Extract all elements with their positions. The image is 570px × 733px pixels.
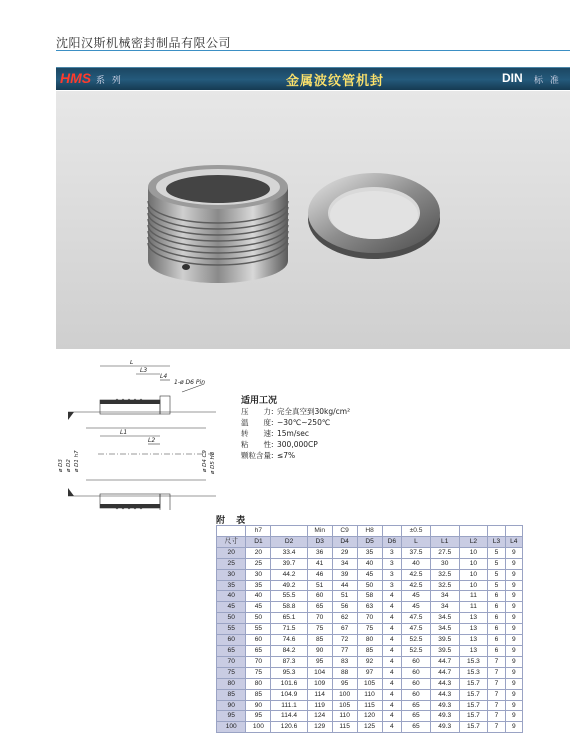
table-cell: D3 xyxy=(307,536,332,547)
title-banner xyxy=(56,67,570,90)
table-cell: 77 xyxy=(332,645,357,656)
table-cell: 95 xyxy=(307,656,332,667)
size-cell: 95 xyxy=(217,711,246,722)
table-row xyxy=(217,558,523,569)
table-cell: 119 xyxy=(307,700,332,711)
table-cell: L1 xyxy=(430,536,459,547)
table-cell: 60 xyxy=(402,678,431,689)
dim-L4: L4 xyxy=(160,373,168,380)
table-cell: 40 xyxy=(357,558,382,569)
table-cell: 85 xyxy=(307,635,332,646)
table-cell: 84.2 xyxy=(271,645,307,656)
table-cell: 104 xyxy=(307,667,332,678)
product-title: 金属波纹管机封 xyxy=(286,74,385,89)
table-cell: C9 xyxy=(332,526,357,537)
table-row xyxy=(217,689,523,700)
table-cell: 36 xyxy=(307,547,332,558)
table-row xyxy=(217,656,523,667)
table-cell: 32.5 xyxy=(430,569,459,580)
table-cell: 55.5 xyxy=(271,591,307,602)
table-cell: 6 xyxy=(488,635,505,646)
header-rule xyxy=(56,50,570,51)
table-cell: 9 xyxy=(505,667,522,678)
table-cell: 7 xyxy=(488,711,505,722)
table-cell: 44.3 xyxy=(430,689,459,700)
table-cell: 95 xyxy=(246,711,271,722)
size-cell: 50 xyxy=(217,613,246,624)
table-cell: 55 xyxy=(246,624,271,635)
table-cell: 9 xyxy=(505,569,522,580)
table-cell: L xyxy=(402,536,431,547)
table-cell: D5 xyxy=(357,536,382,547)
condition-key: 颗粒含量: xyxy=(241,451,274,460)
table-cell: 20 xyxy=(246,547,271,558)
table-cell: 7 xyxy=(488,656,505,667)
table-cell: 9 xyxy=(505,711,522,722)
table-cell: 114 xyxy=(307,689,332,700)
technical-drawing xyxy=(56,360,236,510)
table-cell: 67 xyxy=(332,624,357,635)
condition-row xyxy=(241,406,350,417)
table-row xyxy=(217,700,523,711)
table-cell: 100 xyxy=(332,689,357,700)
table-cell: 44.7 xyxy=(430,667,459,678)
table-cell: 9 xyxy=(505,656,522,667)
condition-value: −30℃~250℃ xyxy=(277,418,331,427)
table-cell: 60 xyxy=(307,591,332,602)
table-cell: 70 xyxy=(357,613,382,624)
condition-key: 温 度: xyxy=(241,418,274,427)
table-cell: h7 xyxy=(246,526,271,537)
table-row xyxy=(217,613,523,624)
table-cell: 47.5 xyxy=(402,613,431,624)
company-name: 沈阳汉斯机械密封制品有限公司 xyxy=(56,36,232,50)
appendix-title: 附 表 xyxy=(216,516,250,526)
condition-value: 完全真空到30kg/cm² xyxy=(277,407,351,416)
table-cell: 110 xyxy=(357,689,382,700)
size-cell: 90 xyxy=(217,700,246,711)
table-cell: 15.7 xyxy=(459,722,488,733)
table-cell: 35 xyxy=(246,580,271,591)
table-row xyxy=(217,711,523,722)
table-cell: 60 xyxy=(246,635,271,646)
size-cell xyxy=(217,526,246,537)
table-cell: Min xyxy=(307,526,332,537)
size-cell: 100 xyxy=(217,722,246,733)
conditions-title: 适用工况 xyxy=(241,396,278,406)
table-cell: 9 xyxy=(505,645,522,656)
table-cell: 4 xyxy=(382,624,402,635)
table-cell: 7 xyxy=(488,678,505,689)
table-cell: 105 xyxy=(357,678,382,689)
table-cell: 10 xyxy=(459,547,488,558)
dim-D3: ø D3 xyxy=(58,459,64,472)
table-cell: 9 xyxy=(505,700,522,711)
table-cell: 45 xyxy=(402,591,431,602)
table-cell: H8 xyxy=(357,526,382,537)
table-cell xyxy=(488,526,505,537)
table-cell: 58.8 xyxy=(271,602,307,613)
table-cell: 9 xyxy=(505,689,522,700)
condition-key: 转 速: xyxy=(241,429,274,438)
table-cell: D1 xyxy=(246,536,271,547)
table-cell: 72 xyxy=(332,635,357,646)
series-code: HMS xyxy=(60,70,92,86)
size-cell: 40 xyxy=(217,591,246,602)
table-cell: 34 xyxy=(430,591,459,602)
table-cell: 41 xyxy=(307,558,332,569)
table-cell: 51 xyxy=(332,591,357,602)
table-cell: 11 xyxy=(459,591,488,602)
table-cell: 4 xyxy=(382,711,402,722)
table-cell: 3 xyxy=(382,580,402,591)
size-cell: 30 xyxy=(217,569,246,580)
table-row xyxy=(217,667,523,678)
table-cell xyxy=(382,526,402,537)
table-cell: 65 xyxy=(307,602,332,613)
table-cell: D2 xyxy=(271,536,307,547)
table-cell: 104.9 xyxy=(271,689,307,700)
table-cell: 11 xyxy=(459,602,488,613)
table-cell: 32.5 xyxy=(430,580,459,591)
size-cell: 55 xyxy=(217,624,246,635)
table-cell: 85 xyxy=(357,645,382,656)
size-cell: 45 xyxy=(217,602,246,613)
table-cell: 101.6 xyxy=(271,678,307,689)
table-cell: 46 xyxy=(307,569,332,580)
table-cell: 70 xyxy=(246,656,271,667)
table-cell: 4 xyxy=(382,656,402,667)
table-cell: 115 xyxy=(332,722,357,733)
size-cell: 尺寸 xyxy=(217,536,246,547)
table-cell: 7 xyxy=(488,689,505,700)
table-cell: 39.5 xyxy=(430,645,459,656)
table-cell: 42.5 xyxy=(402,569,431,580)
table-cell: 5 xyxy=(488,569,505,580)
table-header-row xyxy=(217,536,523,547)
table-cell: 4 xyxy=(382,613,402,624)
size-cell: 85 xyxy=(217,689,246,700)
table-cell: 4 xyxy=(382,645,402,656)
dim-L1: L1 xyxy=(120,429,128,436)
table-cell: 4 xyxy=(382,722,402,733)
table-row xyxy=(217,645,523,656)
table-cell: 4 xyxy=(382,700,402,711)
table-cell: 9 xyxy=(505,635,522,646)
table-cell: 25 xyxy=(246,558,271,569)
table-cell: 40 xyxy=(246,591,271,602)
table-cell: 4 xyxy=(382,689,402,700)
table-cell: 35 xyxy=(357,547,382,558)
table-cell: L2 xyxy=(459,536,488,547)
table-cell: 7 xyxy=(488,722,505,733)
table-cell: 9 xyxy=(505,547,522,558)
table-cell xyxy=(430,526,459,537)
size-cell: 80 xyxy=(217,678,246,689)
series-word: 系 列 xyxy=(96,76,123,86)
table-cell: 3 xyxy=(382,558,402,569)
size-cell: 60 xyxy=(217,635,246,646)
table-cell: 39.5 xyxy=(430,635,459,646)
table-cell: 92 xyxy=(357,656,382,667)
condition-value: 300,000CP xyxy=(277,440,318,449)
table-cell: 6 xyxy=(488,613,505,624)
table-row xyxy=(217,624,523,635)
table-cell: 63 xyxy=(357,602,382,613)
table-cell: 111.1 xyxy=(271,700,307,711)
table-cell: D6 xyxy=(382,536,402,547)
table-cell: 7 xyxy=(488,667,505,678)
condition-row xyxy=(241,428,309,439)
table-cell: 34.5 xyxy=(430,613,459,624)
table-cell: 5 xyxy=(488,580,505,591)
table-cell: 75 xyxy=(307,624,332,635)
table-cell: 52.5 xyxy=(402,645,431,656)
table-cell: 62 xyxy=(332,613,357,624)
table-cell: L3 xyxy=(488,536,505,547)
table-row xyxy=(217,569,523,580)
pin-label: 1-ø D6 Pin xyxy=(174,379,205,386)
table-cell: 90 xyxy=(307,645,332,656)
table-cell: 9 xyxy=(505,722,522,733)
table-cell: 6 xyxy=(488,602,505,613)
table-cell: 15.7 xyxy=(459,711,488,722)
table-cell: 9 xyxy=(505,580,522,591)
bellows-seal-body xyxy=(148,165,288,283)
table-cell: 51 xyxy=(307,580,332,591)
dim-D5: ø D5 H8 xyxy=(210,451,216,474)
table-cell: 50 xyxy=(246,613,271,624)
table-cell: 10 xyxy=(459,580,488,591)
condition-value: 15m/sec xyxy=(277,429,310,438)
table-cell: 30 xyxy=(246,569,271,580)
size-cell: 70 xyxy=(217,656,246,667)
table-cell: 27.5 xyxy=(430,547,459,558)
table-cell: 7 xyxy=(488,700,505,711)
dim-D2: ø D2 xyxy=(66,459,72,472)
table-cell: 10 xyxy=(459,558,488,569)
table-cell: 44 xyxy=(332,580,357,591)
table-cell: ±0.5 xyxy=(402,526,431,537)
table-cell: 4 xyxy=(382,635,402,646)
table-row xyxy=(217,591,523,602)
table-cell: 87.3 xyxy=(271,656,307,667)
table-cell: 65 xyxy=(402,711,431,722)
size-cell: 75 xyxy=(217,667,246,678)
table-cell: 52.5 xyxy=(402,635,431,646)
table-cell: 42.5 xyxy=(402,580,431,591)
table-row xyxy=(217,602,523,613)
table-cell: 49.2 xyxy=(271,580,307,591)
table-cell: 44.2 xyxy=(271,569,307,580)
table-cell: 13 xyxy=(459,635,488,646)
table-cell: 125 xyxy=(357,722,382,733)
table-cell: 6 xyxy=(488,624,505,635)
table-cell: 44.3 xyxy=(430,678,459,689)
table-cell: 5 xyxy=(488,547,505,558)
table-cell: 13 xyxy=(459,645,488,656)
condition-key: 压 力: xyxy=(241,407,274,416)
table-cell: 60 xyxy=(402,689,431,700)
condition-key: 粘 性: xyxy=(241,440,274,449)
table-cell: 56 xyxy=(332,602,357,613)
table-cell: 44.7 xyxy=(430,656,459,667)
table-row xyxy=(217,722,523,733)
table-cell: 5 xyxy=(488,558,505,569)
table-cell: 10 xyxy=(459,569,488,580)
table-row xyxy=(217,635,523,646)
size-cell: 35 xyxy=(217,580,246,591)
table-cell: 60 xyxy=(402,656,431,667)
table-cell: 9 xyxy=(505,613,522,624)
table-cell: 90 xyxy=(246,700,271,711)
condition-row xyxy=(241,417,330,428)
table-cell: 105 xyxy=(332,700,357,711)
dim-L3: L3 xyxy=(140,367,148,374)
table-cell: 34 xyxy=(430,602,459,613)
table-cell: 97 xyxy=(357,667,382,678)
table-cell: 65 xyxy=(402,722,431,733)
seal-photo-illustration xyxy=(56,91,570,349)
table-row xyxy=(217,547,523,558)
table-cell: 30 xyxy=(430,558,459,569)
tolerance-row xyxy=(217,526,523,537)
table-cell: 120.6 xyxy=(271,722,307,733)
table-cell: 58 xyxy=(357,591,382,602)
table-cell: 15.3 xyxy=(459,656,488,667)
table-cell: 110 xyxy=(332,711,357,722)
table-cell: 50 xyxy=(357,580,382,591)
table-cell: 4 xyxy=(382,602,402,613)
table-cell: 34.5 xyxy=(430,624,459,635)
table-cell: 124 xyxy=(307,711,332,722)
table-cell: 45 xyxy=(357,569,382,580)
table-cell: 75 xyxy=(246,667,271,678)
seal-cross-section-drawing xyxy=(56,360,236,510)
standard-word: 标 准 xyxy=(534,76,561,86)
product-photo xyxy=(56,91,570,349)
table-cell: 15.7 xyxy=(459,678,488,689)
table-cell: 49.3 xyxy=(430,711,459,722)
table-cell: 85 xyxy=(246,689,271,700)
dim-L2: L2 xyxy=(148,437,156,444)
table-cell: 45 xyxy=(246,602,271,613)
table-cell: 114.4 xyxy=(271,711,307,722)
table-row xyxy=(217,580,523,591)
table-cell: L4 xyxy=(505,536,522,547)
condition-row xyxy=(241,450,295,461)
table-cell: 95.3 xyxy=(271,667,307,678)
table-cell: 15.7 xyxy=(459,689,488,700)
table-cell: 71.5 xyxy=(271,624,307,635)
table-cell: 109 xyxy=(307,678,332,689)
table-cell: 100 xyxy=(246,722,271,733)
dim-D4: ø D4 C9 xyxy=(202,450,208,472)
dimension-table xyxy=(216,525,523,733)
table-cell: 9 xyxy=(505,678,522,689)
table-cell: 65 xyxy=(246,645,271,656)
table-cell: 75 xyxy=(357,624,382,635)
table-cell: 80 xyxy=(357,635,382,646)
table-cell xyxy=(505,526,522,537)
size-cell: 20 xyxy=(217,547,246,558)
table-cell: 37.5 xyxy=(402,547,431,558)
condition-value: ≤7% xyxy=(277,451,296,460)
table-cell: 70 xyxy=(307,613,332,624)
size-cell: 65 xyxy=(217,645,246,656)
table-cell: 3 xyxy=(382,547,402,558)
table-cell: 6 xyxy=(488,645,505,656)
table-cell xyxy=(271,526,307,537)
table-cell: 15.3 xyxy=(459,667,488,678)
table-cell: 29 xyxy=(332,547,357,558)
table-cell: 95 xyxy=(332,678,357,689)
condition-row xyxy=(241,439,318,450)
size-cell: 25 xyxy=(217,558,246,569)
table-cell: 4 xyxy=(382,591,402,602)
table-cell: 45 xyxy=(402,602,431,613)
table-cell: 15.7 xyxy=(459,700,488,711)
table-cell: 65 xyxy=(402,700,431,711)
table-cell: 13 xyxy=(459,624,488,635)
table-cell: 9 xyxy=(505,591,522,602)
table-cell: 4 xyxy=(382,667,402,678)
standard-code: DIN xyxy=(502,71,523,85)
table-cell: D4 xyxy=(332,536,357,547)
table-cell: 39 xyxy=(332,569,357,580)
dim-L: L xyxy=(130,360,134,366)
table-cell: 80 xyxy=(246,678,271,689)
table-cell: 47.5 xyxy=(402,624,431,635)
table-cell: 9 xyxy=(505,558,522,569)
table-cell: 13 xyxy=(459,613,488,624)
table-cell: 115 xyxy=(357,700,382,711)
table-cell: 6 xyxy=(488,591,505,602)
seat-ring xyxy=(308,173,440,259)
table-cell: 120 xyxy=(357,711,382,722)
table-cell: 65.1 xyxy=(271,613,307,624)
table-cell: 33.4 xyxy=(271,547,307,558)
table-cell: 129 xyxy=(307,722,332,733)
table-cell: 88 xyxy=(332,667,357,678)
table-cell: 34 xyxy=(332,558,357,569)
table-cell: 39.7 xyxy=(271,558,307,569)
table-cell: 4 xyxy=(382,678,402,689)
table-cell xyxy=(459,526,488,537)
table-cell: 40 xyxy=(402,558,431,569)
table-cell: 83 xyxy=(332,656,357,667)
table-cell: 74.6 xyxy=(271,635,307,646)
table-row xyxy=(217,678,523,689)
table-cell: 9 xyxy=(505,602,522,613)
table-cell: 9 xyxy=(505,624,522,635)
table-cell: 60 xyxy=(402,667,431,678)
table-cell: 49.3 xyxy=(430,700,459,711)
dim-D1: ø D1 h7 xyxy=(74,450,80,472)
table-cell: 49.3 xyxy=(430,722,459,733)
table-cell: 3 xyxy=(382,569,402,580)
